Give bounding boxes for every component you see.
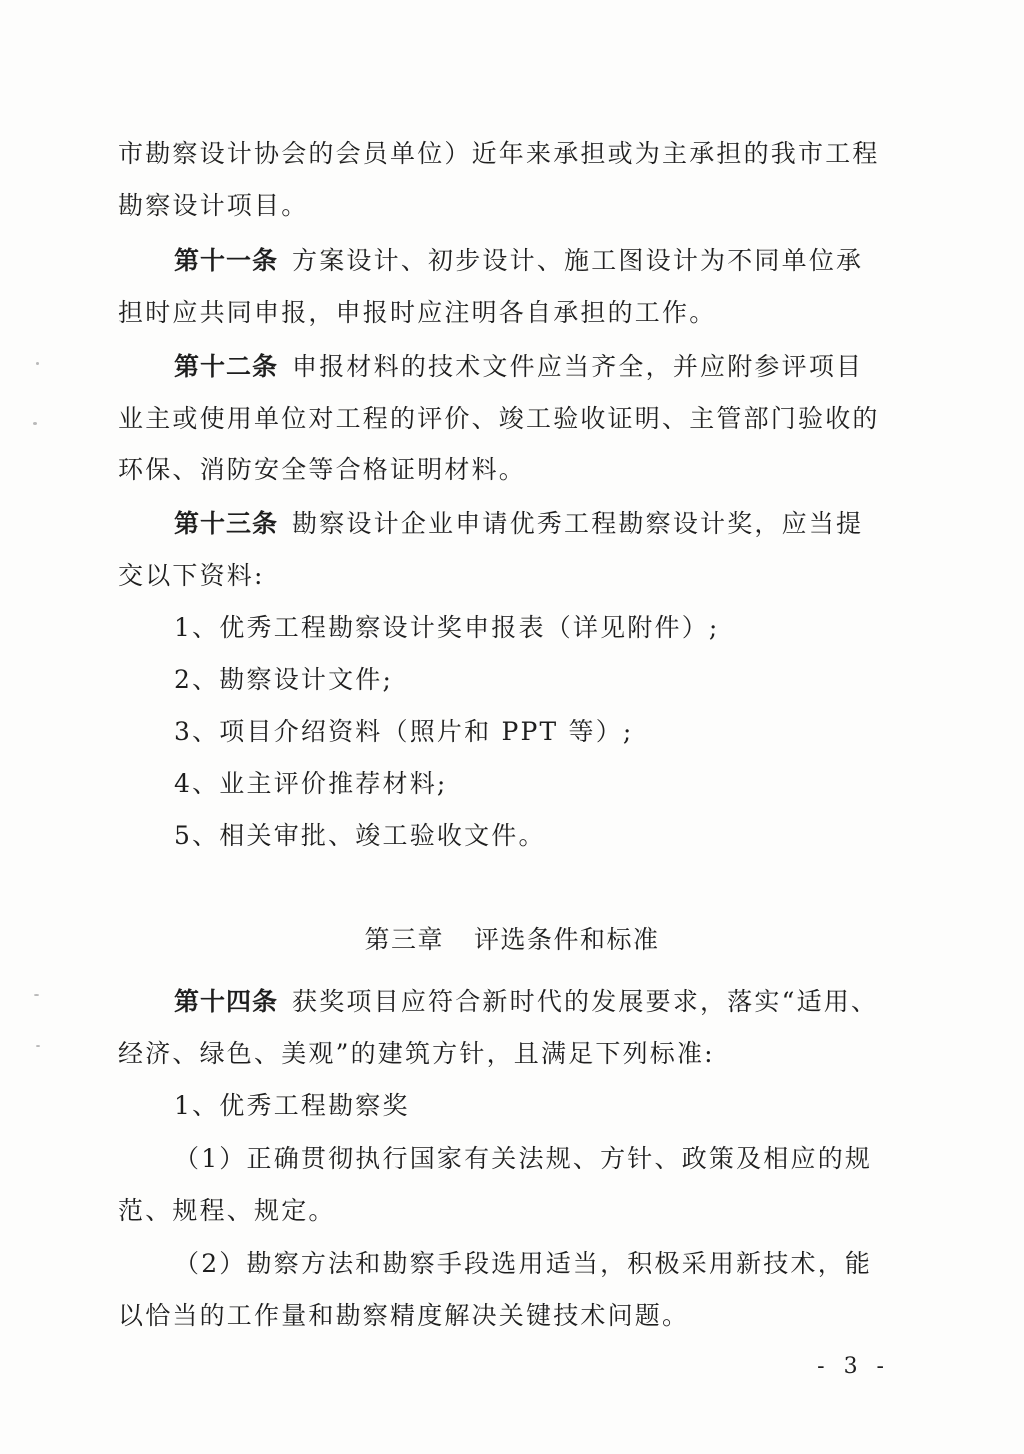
list-item: 1、优秀工程勘察奖 [174,1091,410,1120]
text-line: 经济、绿色、美观”的建筑方针，且满足下列标准: [118,1039,715,1068]
chapter-number: 第三章 [364,925,444,954]
text-line: 勘察设计项目。 [118,191,309,220]
scan-speck [34,994,39,996]
page-number: - 3 - [817,1354,890,1379]
list-item: 2、勘察设计文件; [174,665,394,694]
text-line: 交以下资料: [118,561,265,590]
text-line: 范、规程、规定。 [118,1196,336,1225]
text-line: 环保、消防安全等合格证明材料。 [118,455,527,484]
text-line: 以恰当的工作量和勘察精度解决关键技术问题。 [118,1301,690,1330]
article-heading: 第十四条 [174,987,279,1016]
article-13: 第十三条 勘察设计企业申请优秀工程勘察设计奖，应当提 [174,509,864,538]
list-item: 3、项目介绍资料（照片和 PPT 等）; [174,717,634,746]
chapter-heading [0,914,1024,966]
scan-speck [36,1045,40,1047]
text-line: （2）勘察方法和勘察手段选用适当，积极采用新技术，能 [174,1249,873,1278]
text-line: 业主或使用单位对工程的评价、竣工验收证明、主管部门验收的 [118,404,880,433]
text-line: 担时应共同申报，申报时应注明各自承担的工作。 [118,298,717,327]
article-heading: 第十三条 [174,509,279,538]
article-11: 第十一条 方案设计、初步设计、施工图设计为不同单位承 [174,246,864,275]
scan-speck [36,362,39,365]
article-12: 第十二条 申报材料的技术文件应当齐全，并应附参评项目 [174,352,864,381]
list-item: 5、相关审批、竣工验收文件。 [174,821,546,850]
scan-speck [33,422,37,425]
article-14: 第十四条 获奖项目应符合新时代的发展要求，落实“适用、 [174,987,879,1016]
list-item: 1、优秀工程勘察设计奖申报表（详见附件）; [174,613,720,642]
text-line: 市勘察设计协会的会员单位）近年来承担或为主承担的我市工程 [118,139,880,168]
article-heading: 第十一条 [174,246,279,275]
text-line: （1）正确贯彻执行国家有关法规、方针、政策及相应的规 [174,1144,873,1173]
list-item: 4、业主评价推荐材料; [174,769,448,798]
chapter-title: 评选条件和标准 [474,925,660,954]
article-heading: 第十二条 [174,352,279,381]
